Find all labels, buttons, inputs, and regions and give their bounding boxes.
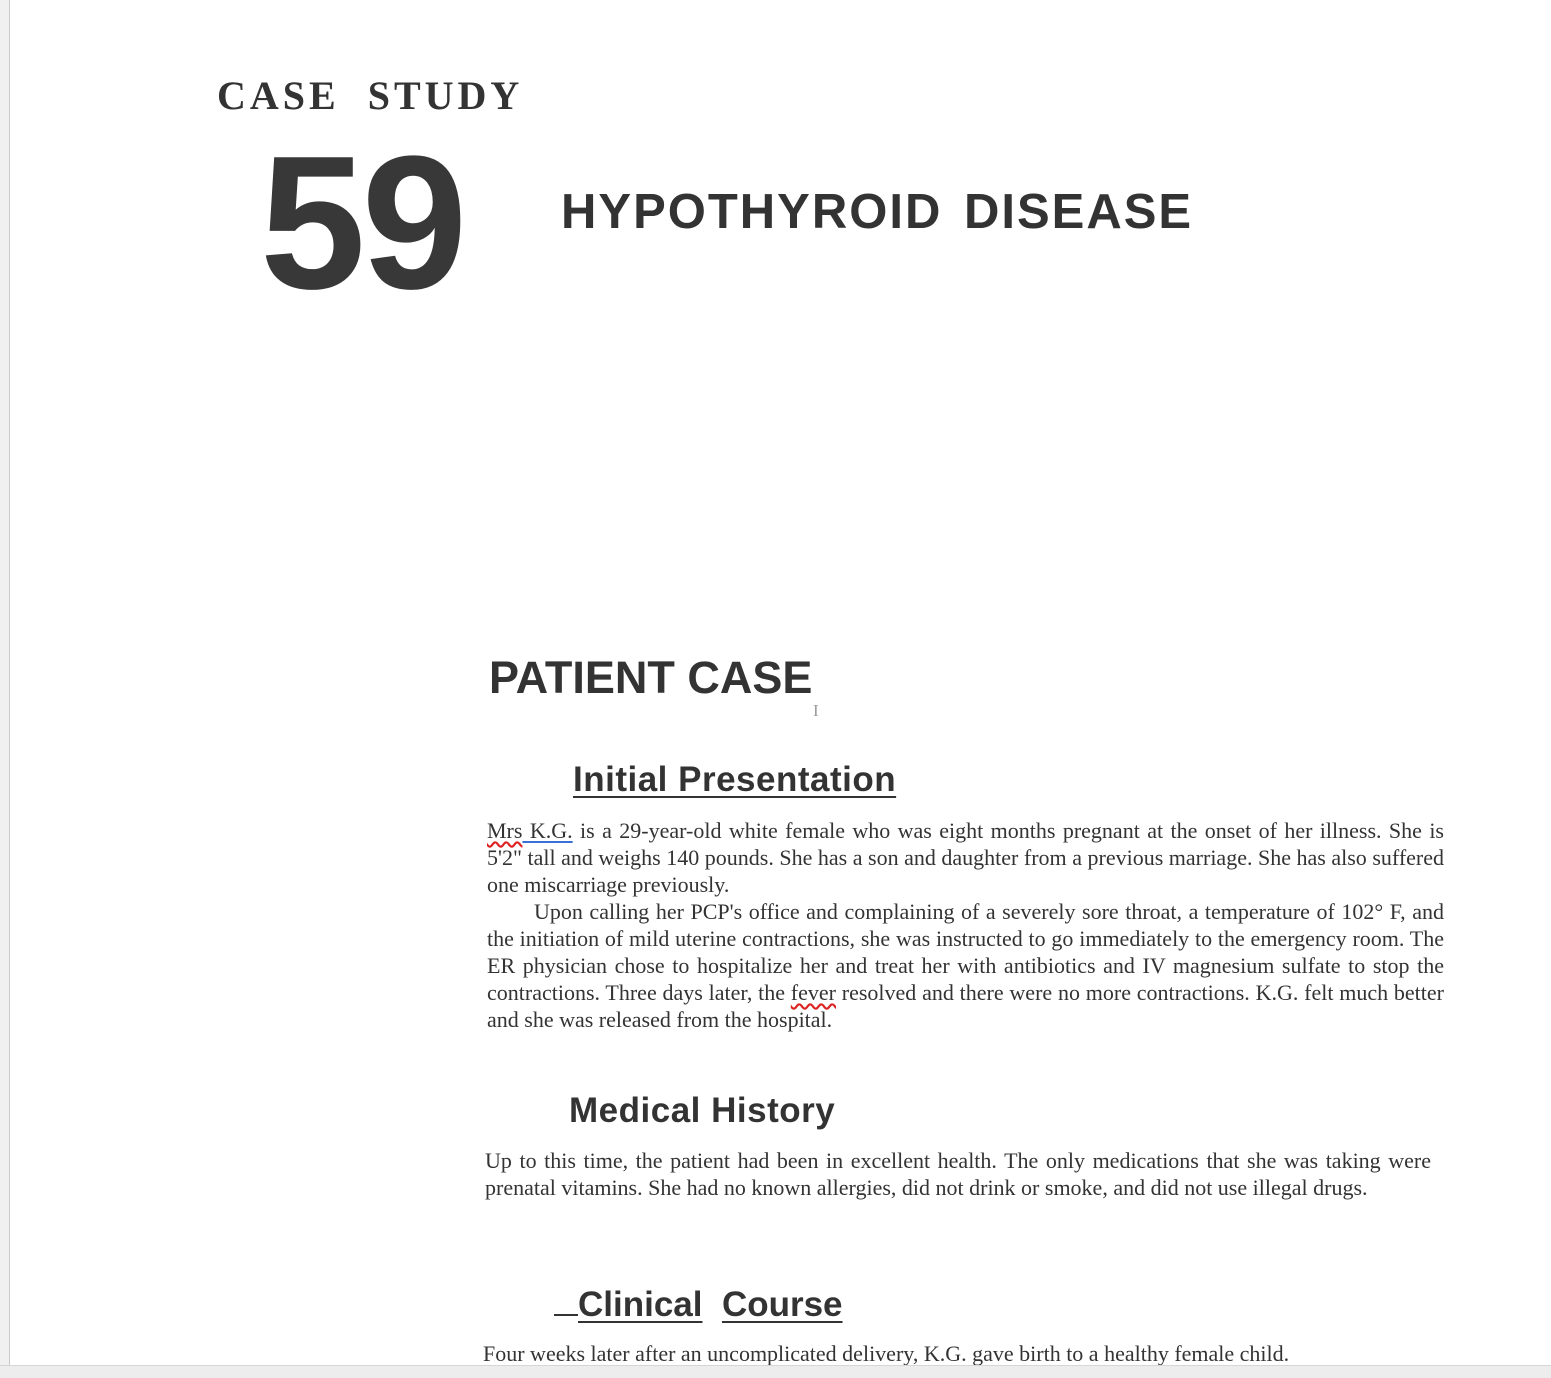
patient-case-title: PATIENT CASE — [489, 652, 813, 703]
paragraph-2-text-before: Upon calling her PCP's office and complaining of a severely sore throat, a temperature of 102° F, and the initiation of mild uterine contractions, she was instructed to go immediately to the emergency room. The ER physician chose to hospitalize her and treat her with antibiotics and IV magnesium sulfate to stop the contractions. Three days later, the — [487, 899, 1444, 1005]
case-number: 59 — [260, 117, 464, 329]
heading-underline-lead — [554, 1285, 578, 1316]
text-cursor-icon: I — [813, 701, 819, 720]
case-title: HYPOTHYROID DISEASE — [561, 185, 1194, 239]
medical-history-heading: Medical History — [569, 1091, 836, 1130]
case-study-label: CASE STUDY — [217, 73, 524, 118]
paragraph-2-text-after: resolved and there were no more contractions. K.G. felt much better and she was released from the hospital. — [487, 980, 1444, 1032]
initial-presentation-paragraph-1[interactable] — [487, 817, 1444, 898]
medical-history-text[interactable]: Up to this time, the patient had been in excellent health. The only medications that she was taking were prenatal vitamins. She had no known allergies, did not drink or smoke, and did not use illegal drugs. — [485, 1148, 1431, 1200]
spellcheck-flag-mrs[interactable]: Mrs — [487, 818, 523, 843]
page-bottom-edge — [0, 1365, 1551, 1378]
clinical-course-heading — [554, 1285, 843, 1325]
clinical-course-word-2: Course — [721, 1285, 843, 1324]
clinical-course-word-1: Clinical — [578, 1285, 703, 1324]
paragraph-1-text: is a 29-year-old white female who was eight months pregnant at the onset of her illness. She is 5'2" tall and weighs 140 pounds. She has a son and daughter from a previous marriage. She has also suffered one miscarriage previously. — [487, 818, 1444, 897]
initial-presentation-text[interactable] — [487, 817, 1444, 1033]
clinical-course-text[interactable]: Four weeks later after an uncomplicated delivery, K.G. gave birth to a healthy female child. — [483, 1341, 1290, 1365]
document-page — [9, 0, 1551, 1365]
initial-presentation-heading: Initial Presentation — [573, 760, 897, 799]
initial-presentation-paragraph-2[interactable] — [487, 898, 1444, 1033]
spellcheck-flag-fever[interactable]: fever — [790, 980, 836, 1005]
grammar-flag-kg[interactable]: K.G. — [522, 818, 573, 843]
